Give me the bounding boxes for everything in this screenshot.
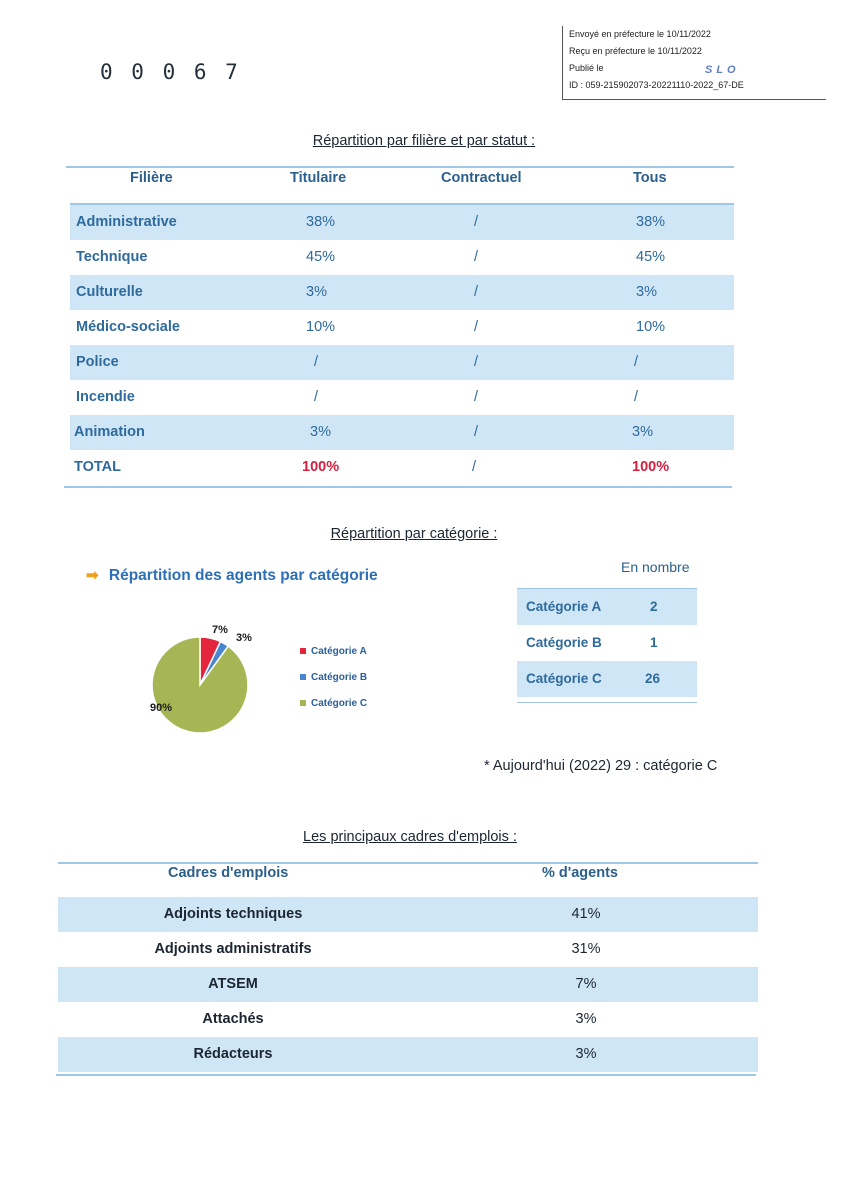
pie-label-3: 90%: [150, 702, 173, 714]
prefecture-stamp: [562, 26, 826, 100]
cadres-table-header: [58, 865, 758, 895]
pie-label-1: 7%: [212, 624, 228, 636]
table-row: Attachés 3%: [202, 1011, 597, 1027]
cadres-table-top-rule: [58, 862, 758, 864]
header-titulaire: Titulaire: [290, 170, 347, 186]
table-row: Catégorie C 26: [517, 661, 697, 697]
legend-swatch: [300, 648, 306, 654]
stamp-received: Reçu en préfecture le 10/11/2022: [569, 46, 702, 56]
table-row: Culturelle 3% / 3%: [70, 275, 734, 310]
legend-item: Catégorie C: [300, 698, 367, 724]
pie-label-2: 3%: [236, 632, 252, 644]
legend-swatch: [300, 700, 306, 706]
stamp-id: ID : 059-215902073-20221110-2022_67-DE: [569, 80, 744, 90]
filiere-section-title: Répartition par filière et par statut :: [312, 133, 536, 149]
header-cadres: Cadres d'emplois: [168, 865, 289, 881]
chart-legend: [300, 646, 367, 724]
header-pct: % d'agents: [542, 865, 618, 881]
header-contractuel: Contractuel: [441, 170, 522, 186]
pie-slices: [152, 637, 248, 733]
legend-item: Catégorie B: [300, 672, 367, 698]
table-row: Adjoints techniques 41%: [58, 897, 758, 932]
table-row: Police / / /: [70, 345, 734, 380]
count-caption: En nombre: [621, 559, 690, 575]
arrow-right-icon: ➡: [86, 567, 99, 584]
chart-title: [86, 566, 378, 585]
table-row: Catégorie A 2: [517, 589, 697, 625]
table-bottom-rule: [64, 486, 732, 488]
page-number: 0 0 0 6 7: [100, 60, 241, 84]
pie-slice-3: [152, 637, 248, 733]
count-table-bottom-rule: [517, 702, 697, 703]
table-row: Adjoints administratifs 31%: [154, 941, 601, 957]
table-row: Rédacteurs 3%: [58, 1037, 758, 1072]
table-row: Incendie / / /: [76, 389, 639, 405]
table-row: Administrative 38% / 38%: [70, 205, 734, 240]
categorie-section-title: Répartition par catégorie :: [330, 526, 498, 542]
cadres-table-bottom-rule: [56, 1074, 756, 1076]
legend-swatch: [300, 674, 306, 680]
cadres-section-title: Les principaux cadres d'emplois :: [303, 829, 517, 845]
header-filiere: Filière: [130, 170, 173, 186]
legend-item: Catégorie A: [300, 646, 367, 672]
slo-logo: SLO: [705, 64, 740, 76]
table-row: Catégorie B 1: [526, 635, 658, 650]
stamp-published: Publié le SLO: [569, 60, 826, 77]
table-row: Médico-sociale 10% / 10%: [76, 319, 666, 335]
header-tous: Tous: [633, 170, 667, 186]
chart-title-text: Répartition des agents par catégorie: [108, 567, 378, 584]
table-total-row: TOTAL 100% / 100%: [74, 459, 670, 475]
table-top-rule: [66, 166, 734, 168]
stamp-sent: Envoyé en préfecture le 10/11/2022: [569, 29, 711, 39]
pie-chart: [130, 610, 290, 750]
table-row: Animation 3% / 3%: [70, 415, 734, 450]
footnote: * Aujourd'hui (2022) 29 : catégorie C: [484, 758, 718, 774]
filiere-table-header: [0, 170, 848, 200]
table-row: ATSEM 7%: [58, 967, 758, 1002]
table-row: Technique 45% / 45%: [76, 249, 666, 265]
